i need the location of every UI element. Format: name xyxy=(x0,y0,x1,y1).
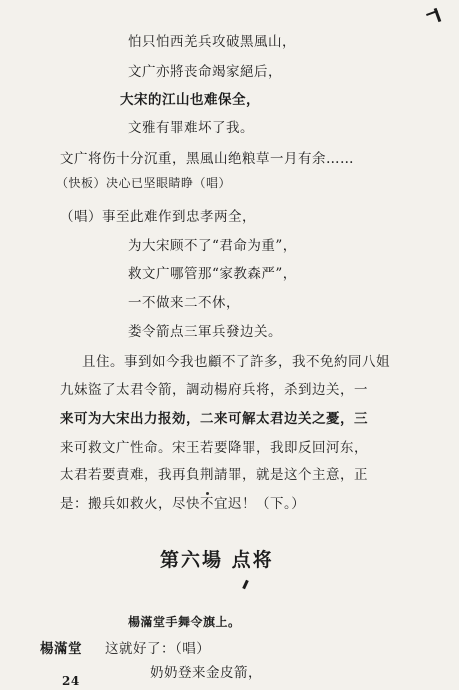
speech-line: 这就好了：（唱） xyxy=(105,641,211,657)
prose-line: 九妹盜了太君令箭，調动楊府兵将，杀到边关，一 xyxy=(60,382,368,398)
sung-line: 奶奶登来金皮箭， xyxy=(150,665,262,681)
prose-line: 太君若要責难，我再負荆請罪，就是这个主意，正 xyxy=(60,467,368,483)
verse-line: 救文广哪管那“家教森严”， xyxy=(128,266,297,282)
verse-line: （快板）决心已坚眼睛睁（唱） xyxy=(56,176,232,190)
prose-line: 是：搬兵如救火，尽快不宜迟！（下。） xyxy=(60,496,306,512)
speaker-name: 楊滿堂 xyxy=(40,641,82,657)
scene-title: 第六場 点将 xyxy=(160,549,274,571)
verse-line: 文广亦將丧命竭家絕后， xyxy=(128,64,282,80)
prose-line: 来可为大宋出力报効，二来可解太君边关之憂，三 xyxy=(60,411,368,427)
ink-smudge xyxy=(242,580,249,589)
verse-line: 文雅有罪难坏了我。 xyxy=(128,120,254,136)
verse-line: （唱）事至此难作到忠孝两全， xyxy=(60,209,256,225)
verse-line: 大宋的江山也难保全， xyxy=(120,92,260,108)
verse-line: 娄令箭点三軍兵發边关。 xyxy=(128,324,282,340)
prose-line: 来可救文广性命。宋王若要降罪，我即反回河东， xyxy=(60,440,368,456)
prose-line: 且住。事到如今我也顧不了許多，我不免約同八姐 xyxy=(82,354,390,370)
verse-line: 一不做来二不休， xyxy=(128,295,240,311)
page-number: 24 xyxy=(62,674,80,688)
verse-line: 怕只怕西羌兵攻破黑風山， xyxy=(128,34,296,50)
speck xyxy=(206,492,209,495)
verse-line: 为大宋顾不了“君命为重”， xyxy=(128,238,297,254)
stage-direction: 楊滿堂手舞令旗上。 xyxy=(128,615,241,629)
verse-line: 文广将伤十分沉重，黑風山绝粮草一月有余…… xyxy=(60,151,354,167)
